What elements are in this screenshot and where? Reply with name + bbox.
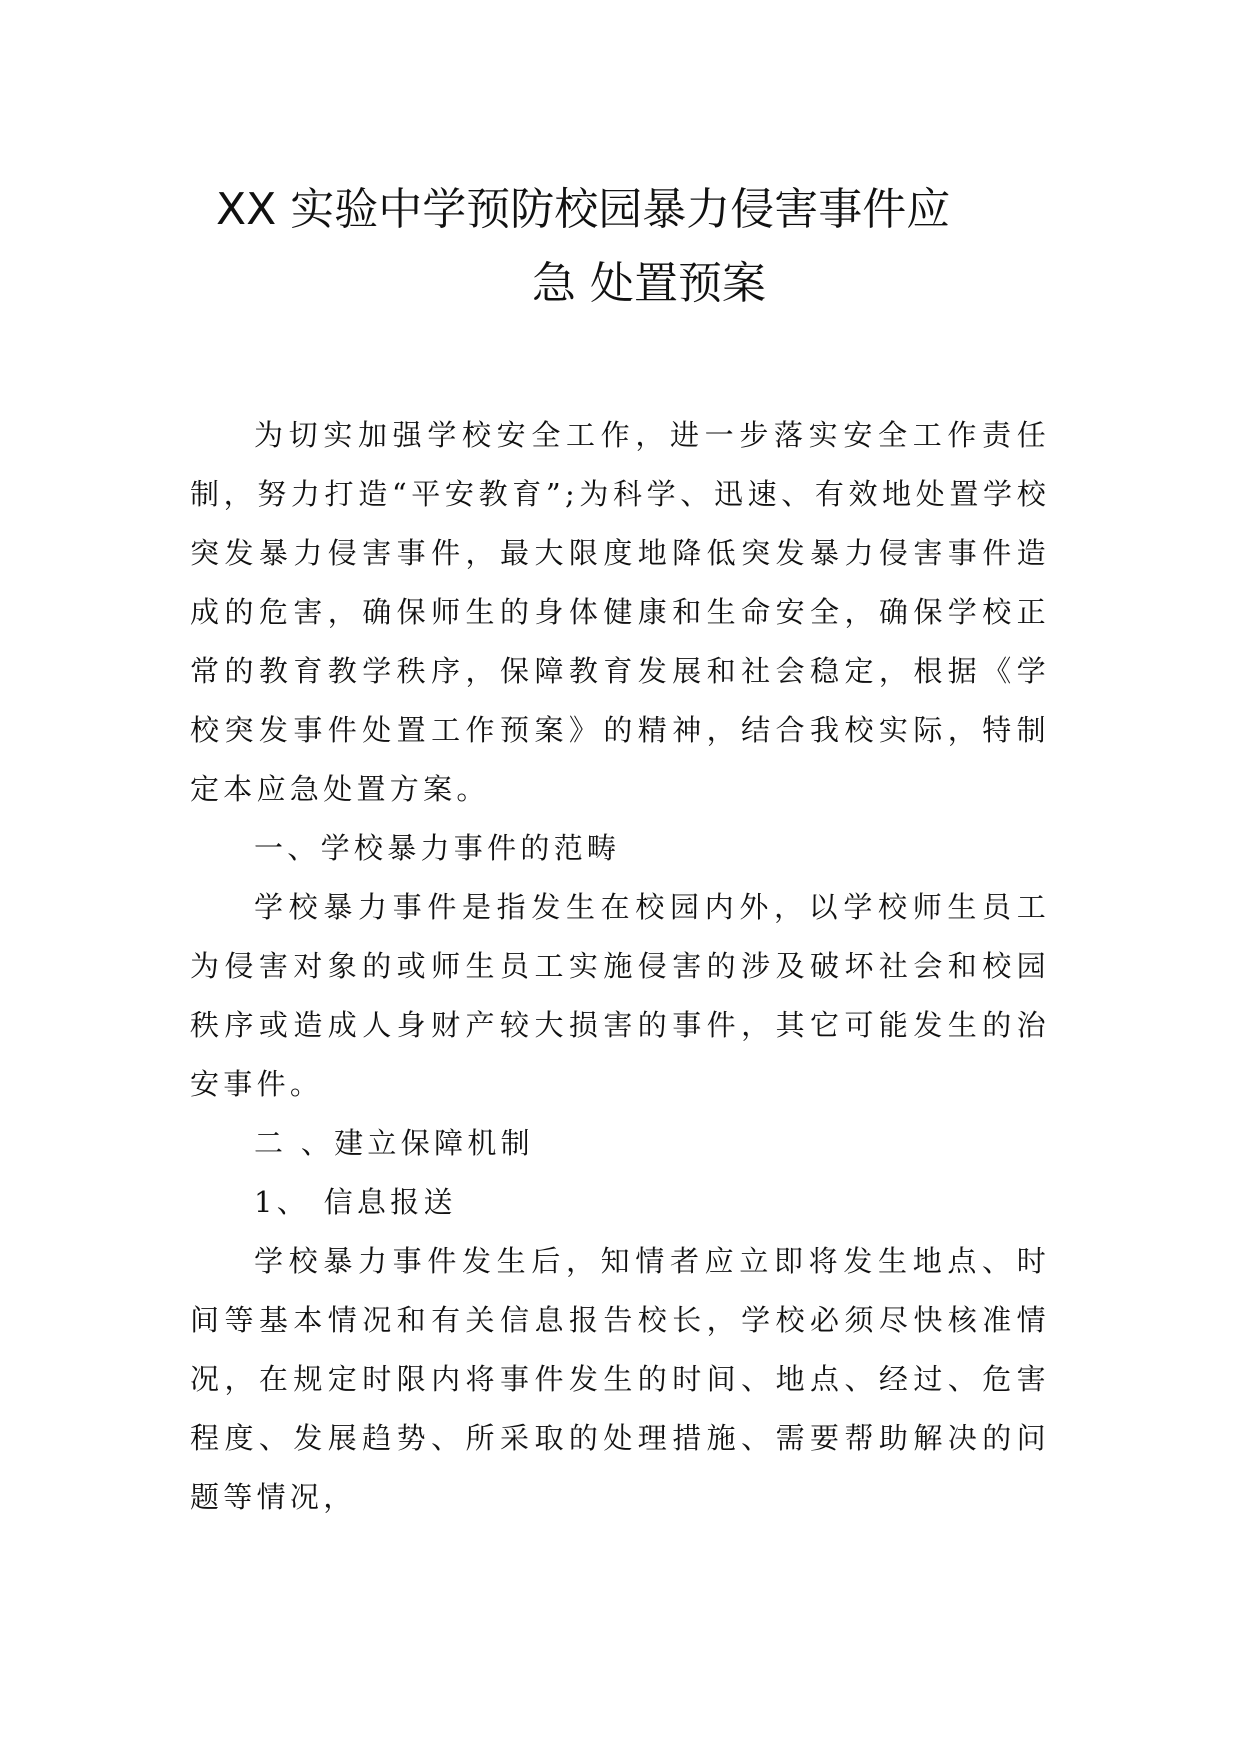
scope-paragraph: 学校暴力事件是指发生在校园内外，以学校师生员工为侵害对象的或师生员工实施侵害的涉及破坏社会和校园秩序或造成人身财产较大损害的事件，其它可能发生的治安事件。 [190, 890, 1050, 1101]
section-heading-mechanism: 二 、建立保障机制 [254, 1126, 534, 1160]
subsection-heading-info-report: 1、 信息报送 [254, 1185, 457, 1219]
section-heading-scope: 一、学校暴力事件的范畴 [254, 831, 621, 865]
document-title-line-1: XX 实验中学预防校园暴力侵害事件应 [216, 184, 951, 235]
document-body [190, 406, 1050, 1527]
document-title-line-2: 急 处置预案 [532, 258, 766, 309]
info-report-paragraph: 学校暴力事件发生后，知情者应立即将发生地点、时间等基本情况和有关信息报告校长，学校必须尽快核准情况，在规定时限内将事件发生的时间、地点、经过、危害程度、发展趋势、所采取的处理措施、需要帮助解决的问题等情况， [190, 1244, 1050, 1514]
intro-paragraph: 为切实加强学校安全工作，进一步落实安全工作责任制，努力打造“平安教育”;为科学、迅速、有效地处置学校突发暴力侵害事件，最大限度地降低突发暴力侵害事件造成的危害，确保师生的身体健康和生命安全，确保学校正常的教育教学秩序，保障教育发展和社会稳定，根据《学校突发事件处置工作预案》的精神，结合我校实际，特制定本应急处置方案。 [190, 418, 1050, 806]
